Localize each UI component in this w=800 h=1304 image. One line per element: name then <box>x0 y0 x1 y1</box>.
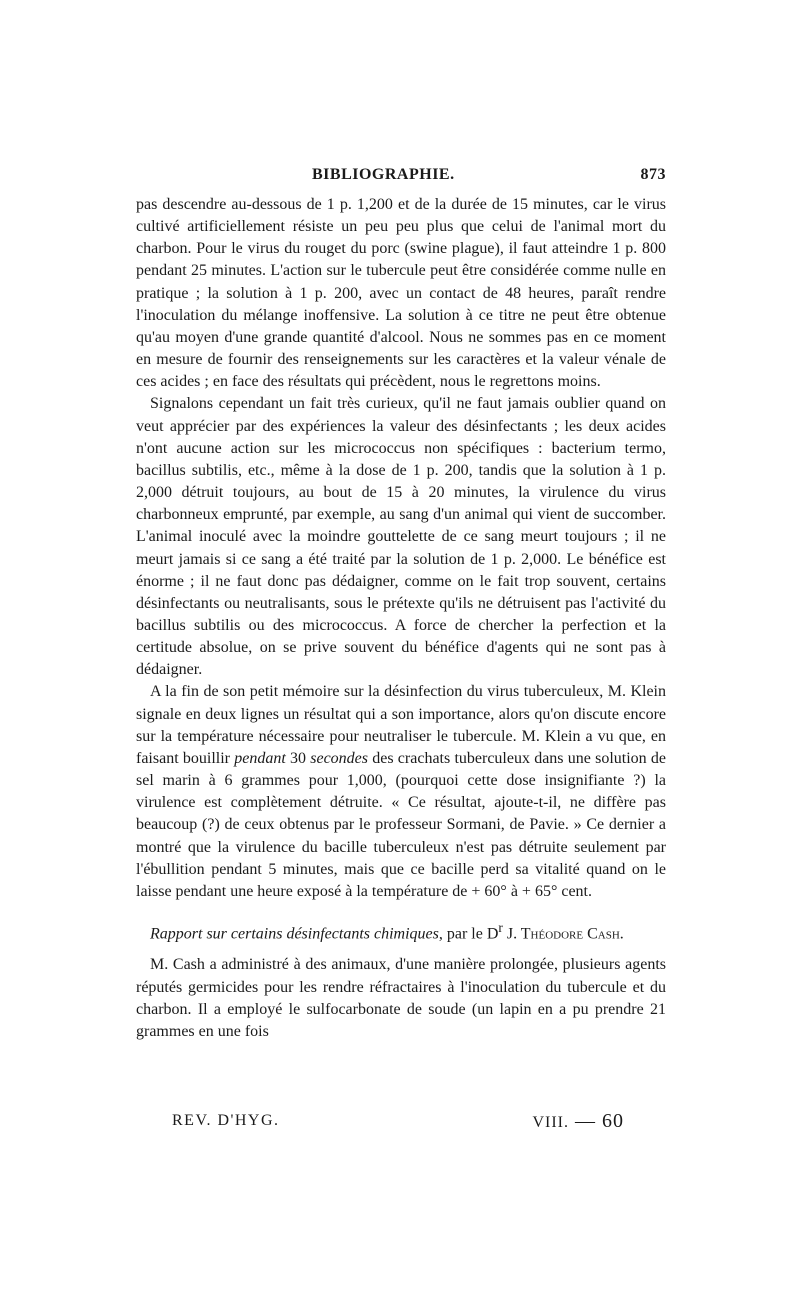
paragraph-1: pas descendre au-dessous de 1 p. 1,200 et de la durée de 15 minutes, car le virus cultivé artificiellement résiste un peu peu plus que celui de l'animal mort du charbon. Pour le virus du rouget du porc (swine plague), il faut atteindre 1 p. 800 pendant 25 minutes. L'action sur le tubercule peut être considérée comme nulle en pratique ; la solution à 1 p. 200, avec un contact de 48 heures, paraît rendre l'inoculation du mélange inoffensive. La solution à ce titre ne peut être obtenue qu'au moyen d'une grande quantité d'alcool. Nous ne sommes pas en ce moment en mesure de fournir des renseignements sur les caractères et la valeur vénale de ces acides ; en face des résultats qui précèdent, nous le regrettons moins. <box>136 196 666 391</box>
signature-mark <box>532 1110 624 1133</box>
page-footer <box>136 1110 666 1134</box>
klein-text-1: A la fin de son petit mémoire sur la désinfection du virus tuberculeux, M. Klein signale en deux lignes un résultat qui a son importance, alors qu'on discute encore sur la température nécessaire pour neutraliser le tubercule. M. Klein a vu que, en faisant bouillir <box>136 683 666 767</box>
article-title-italic: Rapport sur certains désinfectants chimiques <box>150 925 439 943</box>
article-title-by: , par le D <box>438 925 499 943</box>
klein-text-3: des crachats tuberculeux dans une solution de sel marin à 6 grammes pour 1,000, (pourquoi cette dose insignifiante ?) la virulence est complètement détruite. « Ce résultat, ajoute-t-il, ne diffère pas beaucoup (?) de ceux obtenus par le professeur Sormani, de Pavie. » Ce dernier a montré que la virulence du bacille tuberculeux n'est pas détruite seulement par l'ébullition pendant 5 minutes, mais que ce bacille perd sa vitalité quand on le laisse pendant une heure exposé à la température de + 60° à + 65° cent. <box>136 749 666 900</box>
sheet-signature: — 60 <box>575 1110 624 1132</box>
running-title: BIBLIOGRAPHIE. <box>312 166 455 183</box>
article-author: J. Théodore Cash. <box>502 925 624 943</box>
paragraph-2: Signalons cependant un fait très curieux, qu'il ne faut jamais oublier quand on veut apprécier par des expériences la valeur des désinfectants ; les deux acides n'ont aucune action sur les micrococcus non spécifiques : bacterium termo, bacillus subtilis, etc., même à la dose de 1 p. 200, tandis que la solution à 1 p. 2,000 détruit toujours, au bout de 15 à 20 minutes, la virulence du virus charbonneux emprunté, par exemple, au sang d'un animal qui vient de succomber. L'animal inoculé avec la moindre gouttelette de ce sang meurt toujours ; il ne meurt jamais si ce sang a été traité par la solution de 1 p. 2,000. Le bénéfice est énorme ; il ne faut donc pas dédaigner, comme on le fait trop souvent, certains désinfectants ou neutralisants, sous le prétexte qu'ils ne détruisent pas l'activité du bacillus subtilis ou des micrococcus. A force de chercher la perfection et la certitude absolue, on se prive souvent du bénéfice d'agents qui ne sont pas à dédaigner. <box>136 395 666 679</box>
paragraph-cash: M. Cash a administré à des animaux, d'une manière prolongée, plusieurs agents réputés germicides pour les rendre réfractaires à l'inoculation du tubercule et du charbon. Il a employé le sulfocarbonate de soude (un lapin en a pu prendre 21 grammes en une fois <box>136 956 666 1040</box>
volume-number: VIII. <box>532 1114 569 1131</box>
article-title <box>136 917 666 945</box>
journal-abbrev: REV. D'HYG. <box>172 1112 280 1129</box>
klein-italic-2: secondes <box>310 749 369 767</box>
klein-text-2: 30 <box>285 749 311 767</box>
paragraph-klein <box>136 681 666 903</box>
article-title-sup: r <box>498 920 503 935</box>
page-header <box>136 166 666 188</box>
page-number: 873 <box>640 166 666 183</box>
body-text <box>136 194 666 1043</box>
klein-italic-1: pendant <box>234 749 286 767</box>
